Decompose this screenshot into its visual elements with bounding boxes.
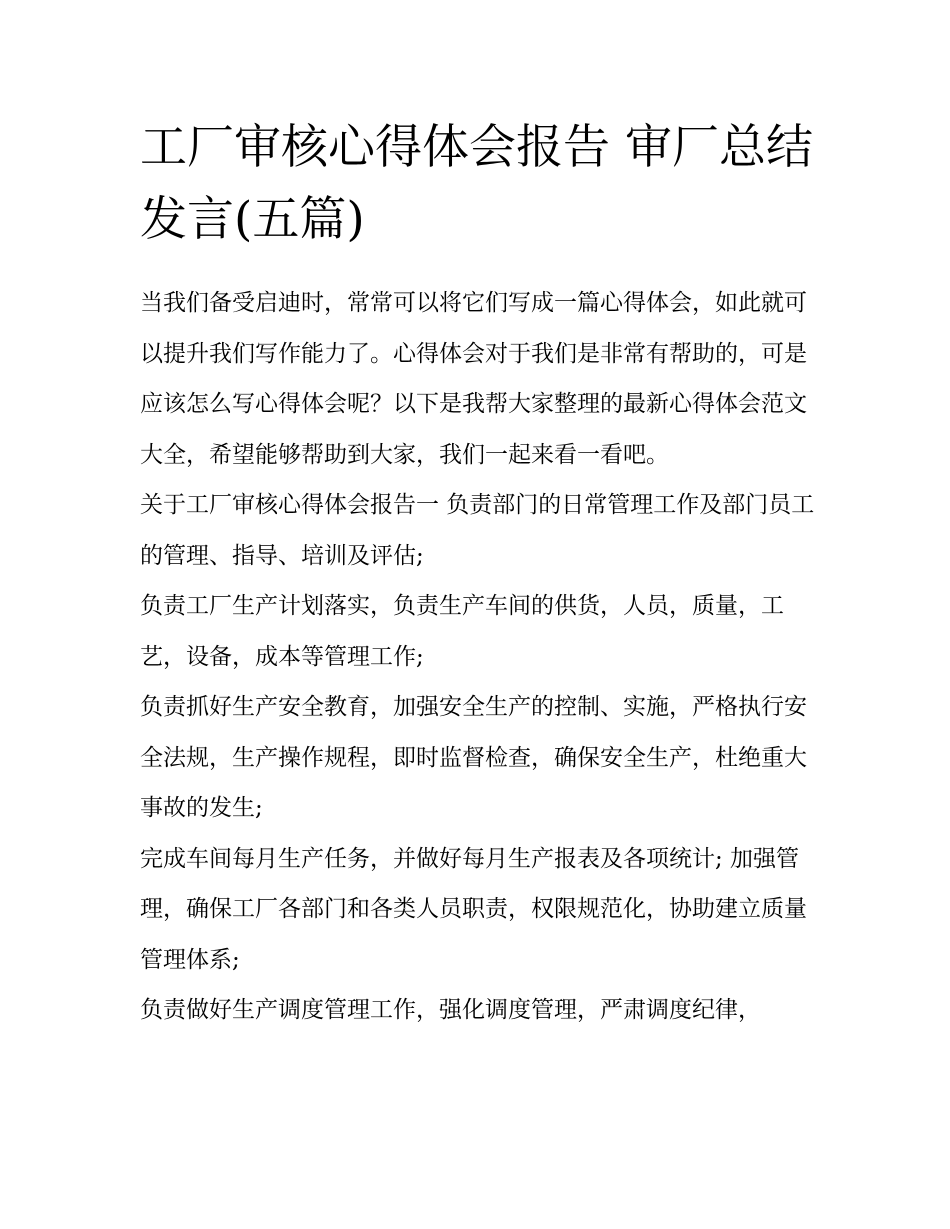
document-title: 工厂审核心得体会报告 审厂总结发言(五篇) bbox=[140, 120, 813, 247]
paragraph-safety-education: 负责抓好生产安全教育，加强安全生产的控制、实施，严格执行安全法规，生产操作规程，即时监督检查，确保安全生产，杜绝重大事故的发生; bbox=[140, 694, 807, 821]
paragraph-scheduling: 负责做好生产调度管理工作，强化调度管理，严肃调度纪律， bbox=[140, 997, 761, 1023]
paragraph-intro: 当我们备受启迪时，常常可以将它们写成一篇心得体会，如此就可以提升我们写作能力了。心得体会对于我们是非常有帮助的，可是应该怎么写心得体会呢？以下是我帮大家整理的最新心得体会范文大全，希望能够帮助到大家，我们一起来看一看吧。 bbox=[140, 290, 807, 468]
paragraph-report-one-duties: 关于工厂审核心得体会报告一 负责部门的日常管理工作及部门员工的管理、指导、培训及评估; bbox=[140, 492, 815, 569]
paragraph-production-plan: 负责工厂生产计划落实，负责生产车间的供货，人员，质量，工艺，设备，成本等管理工作; bbox=[140, 593, 784, 670]
document-body bbox=[140, 112, 815, 1036]
paragraph-monthly-tasks: 完成车间每月生产任务，并做好每月生产报表及各项统计; 加强管理，确保工厂各部门和各类人员职责，权限规范化，协助建立质量管理体系; bbox=[140, 845, 807, 973]
